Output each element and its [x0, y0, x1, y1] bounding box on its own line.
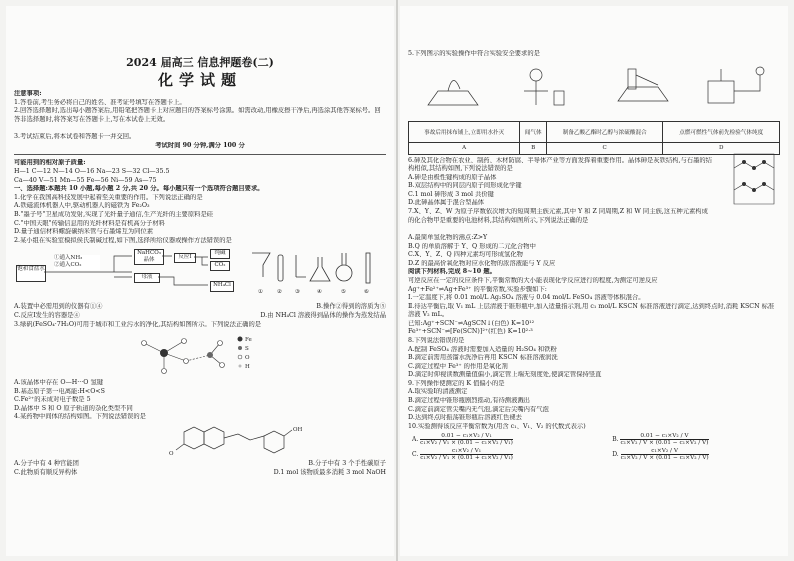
flow-co2: CO₂	[210, 261, 230, 271]
q5-letter-c: C	[546, 142, 663, 154]
q1-option-d: D.量子通信材料螺旋碳纳米管与石墨烯互为同位素	[14, 228, 154, 236]
q8-option-a: A.配制 FeSO₄ 溶液时需要加入适量的 H₂SO₄ 和铁粉	[408, 345, 557, 353]
q10-stem: 10.实验测得该反应平衡常数为(用含 c₁、V₁、V₂ 的代数式表示)	[408, 422, 586, 430]
subject-title: 化学试题	[157, 71, 242, 89]
q5-cell-a: 事故后用抹布铺上,立即用水扑灭	[409, 121, 520, 142]
q5-images-svg	[408, 61, 780, 119]
svg-text:⑥: ⑥	[364, 289, 369, 296]
q6-option-c: C.1 mol 砷形成 3 mol 共价键	[408, 190, 494, 198]
legend-h: H	[245, 364, 250, 371]
atomic-heading: 可能用到的相对原子质量:	[14, 159, 86, 167]
svg-text:①: ①	[258, 289, 263, 296]
q3-option-b: B.基态原子第一电离能:H<O<S	[14, 387, 105, 395]
legend-o: O	[245, 355, 250, 362]
legend-s: S	[245, 346, 249, 353]
q2-option-a: A.装置中必需用到的仪器有①④	[14, 303, 103, 311]
flow-mother: 母液	[134, 273, 160, 283]
q8-intro: 阅读下列材料,完成 8~10 题。	[408, 268, 496, 276]
q5-stem: 5.下列图示的实验操作中符合实验安全要求的是	[408, 50, 540, 57]
q8-step-1: Ⅰ.一定温度下,将 0.01 mol/L Ag₂SO₄ 溶液与 0.04 mol/L FeSO₄ 溶液等体积混合。	[408, 294, 645, 302]
q4-stem: 4.某药物中间体的结构如图。下列说法错误的是	[14, 413, 146, 421]
q8-k1: 已知:Ag⁺+SCN⁻⇌AgSCN↓(白色) K=10¹²	[408, 319, 535, 327]
q8-k2: Fe³⁺+SCN⁻⇌[Fe(SCN)]²⁺(红色) K=10²·³	[408, 328, 533, 336]
notes-heading: 注意事项:	[14, 90, 42, 97]
q10-options-row-2	[400, 448, 788, 461]
q1-option-a: A.铁磁流体机器人中,驱动机器人的磁铁为 Fe₂O₃	[14, 202, 150, 210]
q9-option-b: B.滴定过程中锥形瓶剧烈摇动,有待测液溅出	[408, 397, 530, 405]
q10-a-denominator: c₁×V₂ / V₁ × (0.01 − c₁×V₂ / V₁)	[420, 440, 513, 447]
q10-option-d: D. $\frac{\text{c₁×V₂ / V}}{\text{c₁×V₂ / V × (0.01 − c₁×V₂ / V)}}$	[612, 448, 709, 462]
q10-d-denominator: c₁×V₂ / V × (0.01 − c₁×V₂ / V)	[620, 455, 709, 462]
q4-option-d: D.1 mol 该物质最多消耗 3 mol NaOH	[273, 468, 386, 476]
q7-stem: 7.X、Y、Z、W 为原子序数依次增大的短周期主族元素,其中 Y 和 Z 同周期,Z 和 W 同主族,这五种元素构成的化合物甲是重要的电池材料,其结构如图所示,下列说法正确的是	[408, 207, 708, 224]
svg-text:OH: OH	[293, 427, 303, 434]
q1-option-b: B."墨子号"卫星成功发射,实现了光纤量子通信,生产光纤的主要原料是硅	[14, 210, 214, 218]
q5-cell-c: 制备乙酸乙酯时乙醇与浓硫酸混合	[546, 121, 663, 142]
q10-a-numerator: 0.01 − c₁×V₂ / V₁	[420, 433, 513, 440]
q10-d-numerator: c₁×V₂ / V	[621, 448, 709, 455]
q7-option-a: A.最简单氢化物的沸点:Z>Y	[408, 233, 488, 241]
q6-option-b: B.双层结构中的同层内原子间形成化学键	[408, 182, 522, 190]
q10-options-row-1	[400, 433, 788, 446]
q8-option-d: D.滴定时仰视读数测量值偏小,滴定管上端无刻度处,使滴定管保持竖直	[408, 371, 602, 379]
atomic-row-2: Ca—40 V—51 Mn—55 Fe—56 Ni—59 As—75	[14, 176, 157, 184]
drug-intermediate-structure	[14, 424, 386, 458]
q5-letter-a: A	[409, 142, 520, 154]
q2-stem: 2.某小组在实验室模拟侯氏制碱过程,如下图,选择所给仪器或操作方法错误的是	[14, 236, 232, 244]
q5-cell-b: 闻气体	[520, 121, 547, 142]
q3-stem: 3.绿矾(FeSO₄·7H₂O)可用于城市和工业污水的净化,其结构如图所示。下列说法正确的是	[14, 320, 262, 328]
legend-fe: Fe	[245, 337, 252, 344]
q10-c-numerator: c₁×V₂ / V₁	[420, 448, 513, 455]
flow-arrows	[14, 247, 386, 301]
left-page	[6, 6, 394, 556]
q10-option-b: B. $\frac{\text{0.01 − c₁×V₂ / V}}{\text{c₁×V₂ / V × (0.01 − c₁×V₂ / V)}}$	[612, 433, 709, 447]
hou-process-flowchart	[14, 247, 386, 301]
q5-table	[408, 121, 780, 155]
q8-option-c: C.滴定过程中 Fe³⁺ 的作用是氧化剂	[408, 362, 508, 370]
note-3: 3.考试结束后,将本试卷和答题卡一并交回。	[14, 133, 136, 141]
q10-b-denominator: c₁×V₂ / V × (0.01 − c₁×V₂ / V)	[620, 440, 709, 447]
q1-stem: 1.化学在我国高科技发展中起着至关重要的作用。下列说法正确的是	[14, 193, 203, 201]
apparatus-icons	[252, 253, 370, 283]
note-2: 2.回答选择题时,选出每小题答案后,用铅笔把答题卡上对应题目的答案标号涂黑。如需改动,用橡皮擦干净后,再选涂其他答案标号。回答非选择题时,将答案写在答题卡上,写在本试卷上无效。	[14, 107, 381, 123]
svg-text:③: ③	[295, 289, 300, 296]
q5-letter-b: B	[520, 142, 547, 154]
exam-title: 2024 届高三 信息押题卷(二)	[126, 56, 274, 69]
q10-option-a: A. $\frac{\text{0.01 − c₁×V₂ / V₁}}{\text{c₁×V₂ / V₁ × (0.01 − c₁×V₂ / V₁)}}$	[412, 433, 513, 447]
divider	[14, 154, 386, 155]
note-1: 1.答卷前,考生务必将自己的姓名、准考证号填写在答题卡上。	[14, 98, 186, 106]
q4-option-c: C.此物质有顺反异构体	[14, 468, 78, 476]
flow-react: 反应Ⅰ	[174, 253, 196, 263]
q9-option-a: A.取实验Ⅰ的清液测定	[408, 388, 468, 396]
q10-c-denominator: c₁×V₂ / V₁ × (0.01 + c₁×V₂ / V₁)	[420, 455, 513, 462]
q9-option-c: C.滴定前滴定管尖嘴内无气泡,滴定后尖嘴内有气泡	[408, 405, 549, 413]
q2-option-b: B.操作②得到的溶质为⑤	[316, 303, 386, 311]
svg-text:④: ④	[317, 289, 322, 296]
page-fold	[396, 0, 398, 561]
green-vitriol-structure	[14, 331, 386, 377]
q7-option-b: B.Q 的单质溶解于 Y、Q 形成的二元化合物中	[408, 242, 536, 250]
q5-images	[408, 61, 780, 119]
q1-option-c: C."中国天眼"传输信息用的光纤材料是有机高分子材料	[14, 219, 165, 227]
q3-option-a: A.该晶体中存在 O—H···O 氢键	[14, 379, 104, 387]
q7-option-d: D.Z 的最高价氧化物对应水化物的浓溶液能与 Y 反应	[408, 259, 556, 267]
q8-stem: 8.下列说法错误的是	[408, 336, 465, 344]
flow-raw: 饱和食盐水	[16, 265, 46, 282]
drug-structure-svg	[14, 424, 386, 458]
flow-step2: ②通入CO₂	[54, 262, 82, 269]
q5-cell-d: 点燃可燃性气体前先检验气体纯度	[663, 121, 780, 142]
q7-option-c: C.X、Y、Z、Q 四种元素均可形成氢化物	[408, 251, 523, 259]
q6-option-d: D.此砷晶体属于混合型晶体	[408, 199, 485, 207]
q8-option-b: B.滴定前需用蒸馏水洗净后再用 KSCN 标准溶液润洗	[408, 354, 558, 362]
svg-text:O: O	[169, 451, 174, 458]
q4-option-b: B.分子中有 3 个手性碳原子	[308, 460, 386, 468]
flow-nahco3: NaHCO₃晶体	[134, 249, 164, 265]
q10-option-c: C. $\frac{\text{c₁×V₂ / V₁}}{\text{c₁×V₂ / V₁ × (0.01 + c₁×V₂ / V₁)}}$	[412, 448, 513, 462]
svg-text:②: ②	[277, 289, 282, 296]
q2-option-d: D.由 NH₄Cl 溶液得到晶体的操作为蒸发结晶	[260, 311, 386, 319]
q8-step-2: Ⅱ.待达平衡后,取 V₁ mL 上层清液于锥形瓶中,加入适量指示剂,用 c₁ mol/L KSCN 标准溶液进行滴定,达到终点时,消耗 KSCN 标准溶液 V₂ mL。	[408, 302, 775, 319]
q10-b-numerator: 0.01 − c₁×V₂ / V	[620, 433, 708, 440]
q9-stem: 9.下列操作使测定的 K 值偏小的是	[408, 379, 505, 387]
exam-time: 考试时间 90 分钟,满分 100 分	[155, 141, 245, 149]
q5-letter-d: D	[663, 142, 780, 154]
q4-option-a: A.分子中有 4 种官能团	[14, 460, 79, 468]
q8-text-2: Ag⁺+Fe²⁺⇌Ag+Fe³⁺ 的平衡常数,实验步骤如下:	[408, 285, 547, 293]
flow-nh4cl: NH₄Cl	[210, 281, 234, 292]
arsenic-crystal-structure	[728, 146, 780, 212]
vitriol-structure-svg	[14, 331, 386, 377]
right-page	[400, 6, 788, 556]
q6-stem: 6.砷及其化合物在农业、制药、木材防腐、半导体产业等方面发挥着重要作用。晶体砷是灰铁结构,与石墨的结构相似,其结构如图,下列说法错误的是	[408, 156, 712, 173]
q9-option-d: D.达到终点时振荡锥形瓶后溶液红色褪去	[408, 414, 522, 422]
q3-option-d: D.晶体中 S 和 O 原子轨道的杂化类型不同	[14, 404, 133, 412]
q6-option-a: A.砷是由极性键构成的原子晶体	[408, 173, 497, 181]
q3-option-c: C.Fe²⁺的未成对电子数是 5	[14, 396, 91, 404]
svg-text:⑤: ⑤	[341, 289, 346, 296]
q2-option-c: C.反应Ⅰ发生的容器是④	[14, 311, 80, 319]
flow-na2co3: 纯碱	[210, 249, 230, 259]
flow-step1: ①通入NH₃	[54, 255, 83, 262]
section-1-heading: 一、选择题:本题共 10 小题,每小题 2 分,共 20 分。每小题只有一个选项符合题目要求。	[14, 185, 264, 193]
atomic-row-1: H—1 C—12 N—14 O—16 Na—23 S—32 Cl—35.5	[14, 167, 170, 175]
q8-text-1: 可逆反应在一定的反应条件下,平衡常数的大小能表现化学反应进行的程度,为测定可逆反应	[408, 276, 658, 284]
